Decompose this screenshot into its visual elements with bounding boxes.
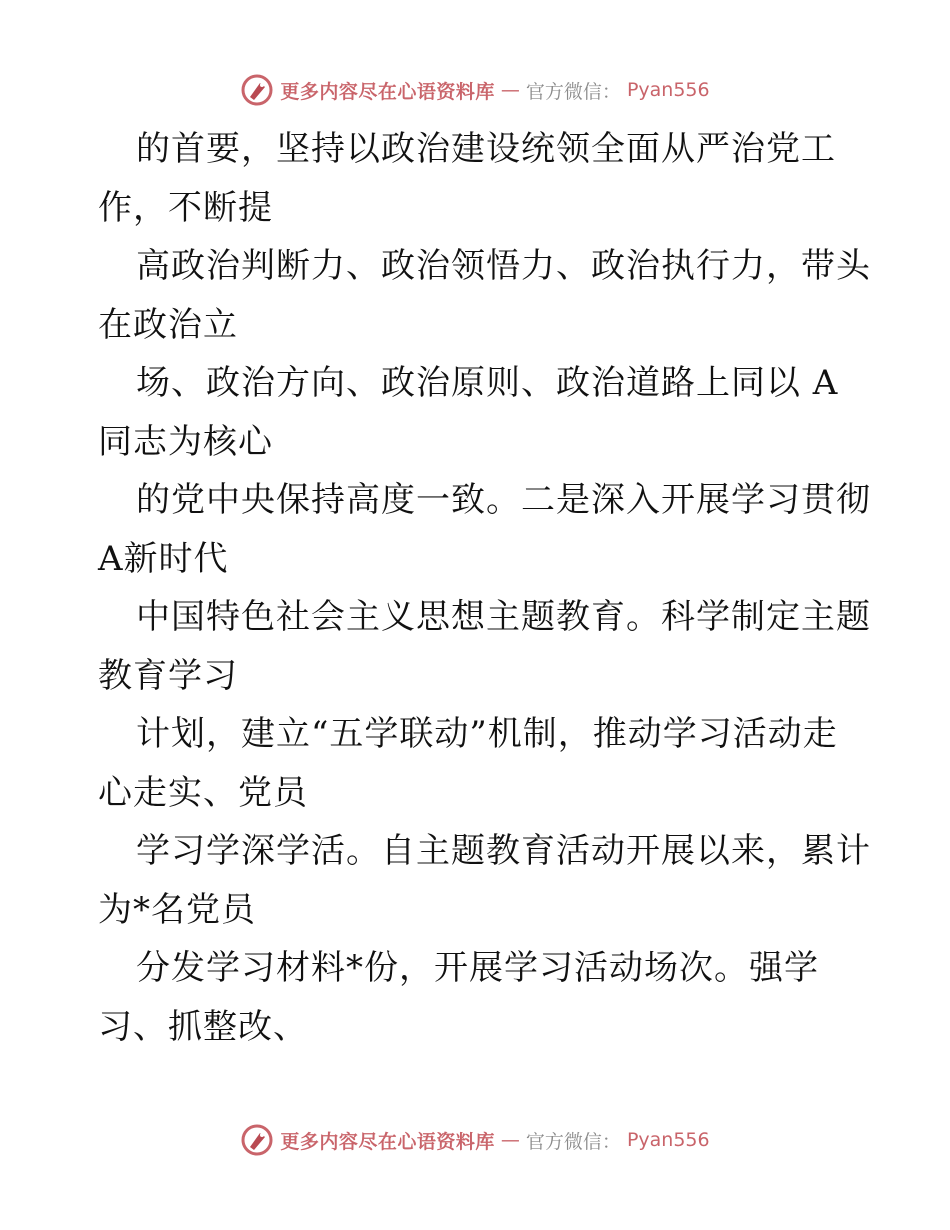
text-line: 场、政治方向、政治原则、政治道路上同以 A <box>136 363 839 403</box>
text-line: 的首要，坚持以政治建设统领全面从严治党工 <box>136 129 836 169</box>
watermark-wechat-id: Pyan556 <box>626 79 710 101</box>
text-line: 为*名党员 <box>98 889 256 930</box>
text-line: 同志为核心 <box>98 421 273 462</box>
text-line: 学习学深学活。自主题教育活动开展以来，累计 <box>136 831 871 871</box>
watermark-separator: — <box>500 79 520 101</box>
watermark-footer <box>0 1120 950 1160</box>
text-line: 教育学习 <box>98 655 238 696</box>
watermark-separator: — <box>500 1129 520 1151</box>
text-line: 高政治判断力、政治领悟力、政治执行力，带头 <box>136 246 871 286</box>
text-line: 心走实、党员 <box>98 772 308 813</box>
pen-nib-logo-icon <box>240 73 274 107</box>
watermark-header <box>0 70 950 110</box>
text-line: 计划，建立“五学联动”机制，推动学习活动走 <box>136 714 838 754</box>
text-line: A新时代 <box>98 538 229 579</box>
text-line: 习、抓整改、 <box>98 1006 308 1047</box>
watermark-brand-text: 更多内容尽在心语资料库 <box>280 80 495 103</box>
text-line: 的党中央保持高度一致。二是深入开展学习贯彻 <box>136 480 871 520</box>
watermark-wechat-id: Pyan556 <box>626 1129 710 1151</box>
watermark-official-label: 官方微信： <box>525 1130 621 1153</box>
watermark-official-label: 官方微信： <box>525 80 621 103</box>
document-body <box>98 120 871 1056</box>
text-line: 在政治立 <box>98 304 238 345</box>
text-line: 中国特色社会主义思想主题教育。科学制定主题 <box>136 597 871 637</box>
text-line: 作，不断提 <box>98 187 273 228</box>
text-line: 分发学习材料*份，开展学习活动场次。强学 <box>136 948 819 988</box>
watermark-brand-text: 更多内容尽在心语资料库 <box>280 1130 495 1153</box>
pen-nib-logo-icon <box>240 1123 274 1157</box>
